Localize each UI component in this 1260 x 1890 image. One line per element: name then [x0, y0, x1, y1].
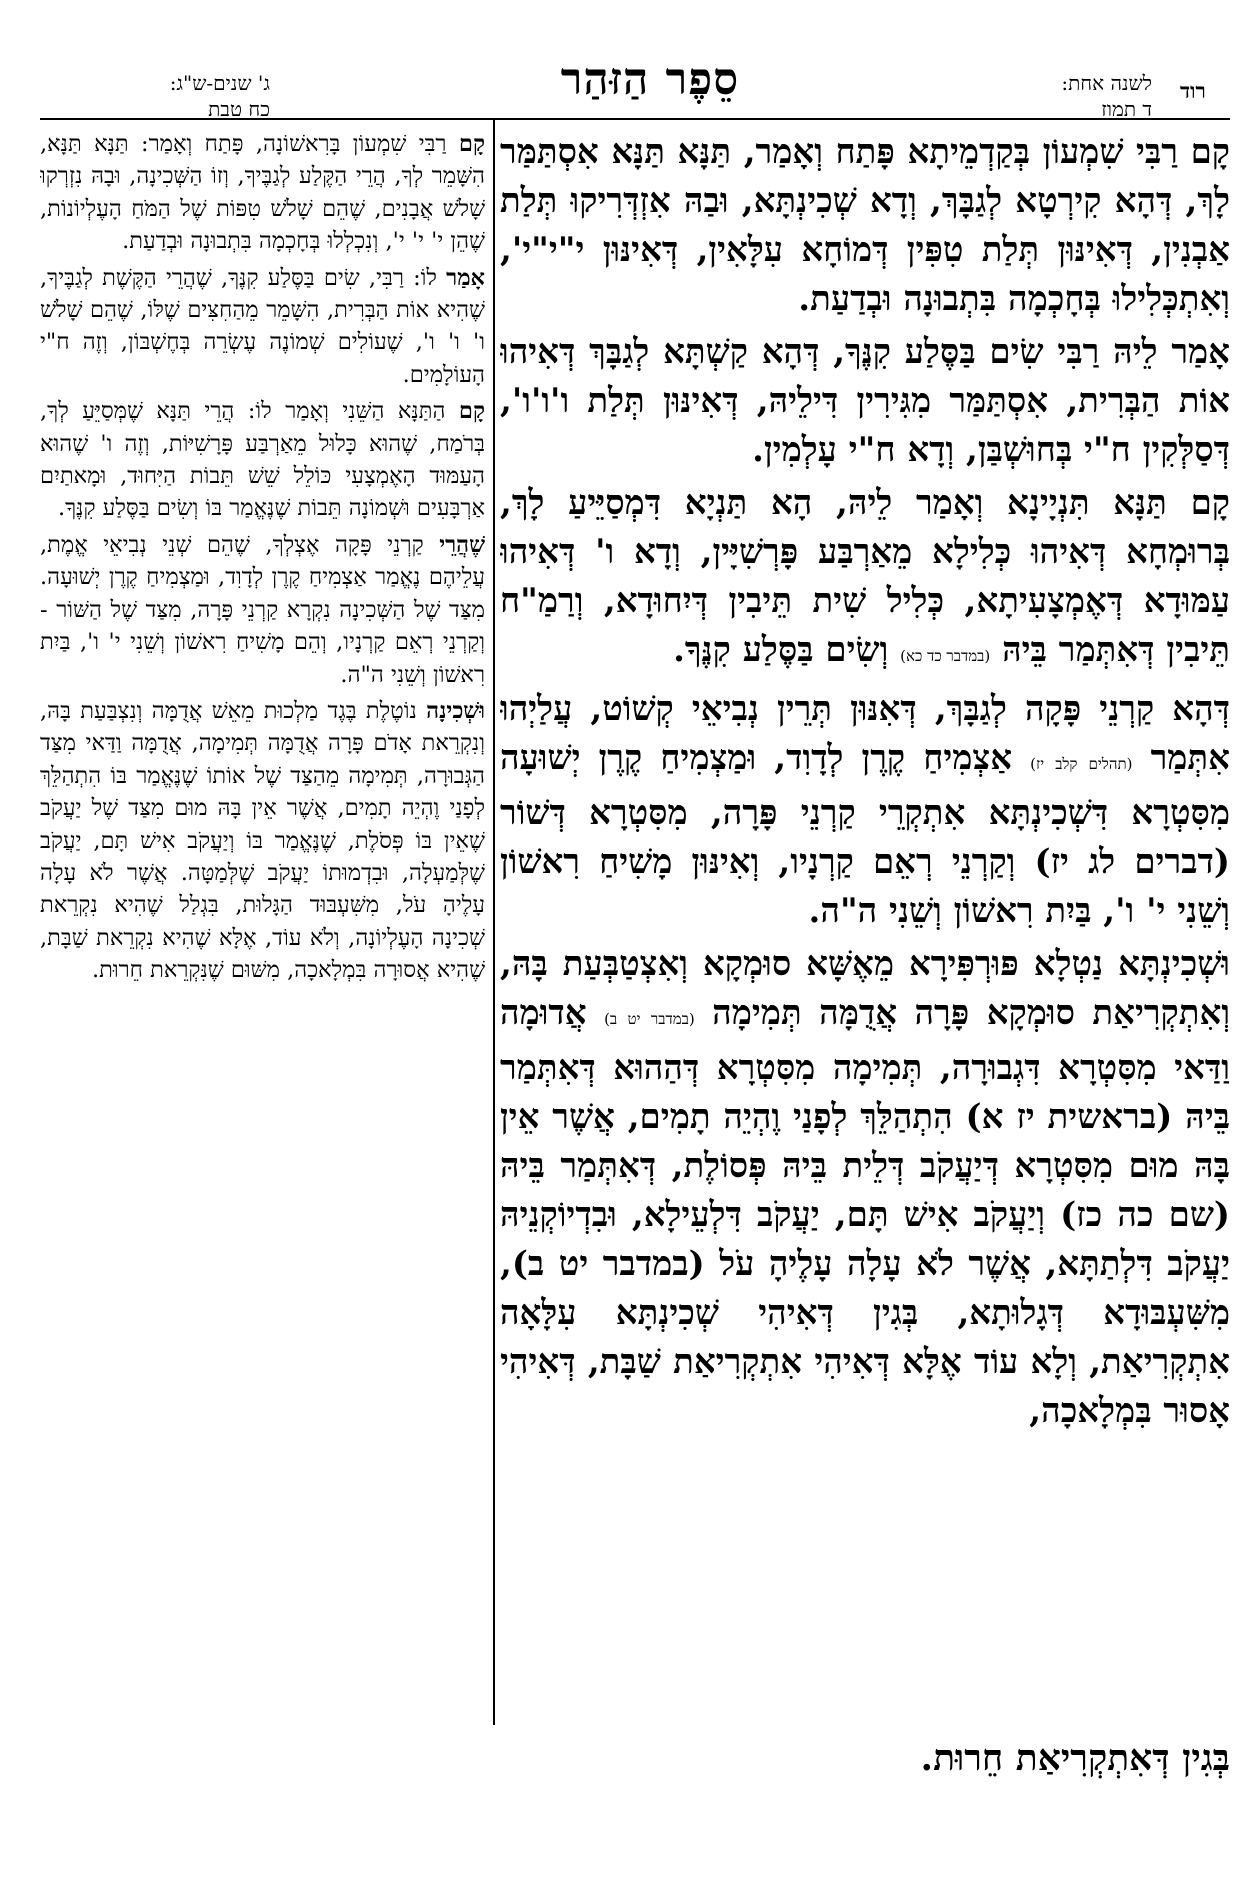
aramaic-paragraph — [500, 479, 1230, 681]
paragraph-lead-word: דְּהָא — [1172, 689, 1230, 729]
translation-paragraph — [40, 395, 485, 525]
paragraph-text: רַבִּי שִׁמְעוֹן בָּרִאשׁוֹנָה, פָּתַח וְאָמַר: תַּנָּא תַּנָּא, הִשָּׁמֵר לְךָ, הֲרֵי הַקֶּלַע לְגַבֶּיךָ, וְזוֹ הַשְּׁכִינָה, וּבָהּ נִזְרְקוּ שָׁלֹשׁ אֲבָנִים, שֶׁהֵם שָׁלֹשׁ טִפּוֹת שֶׁל הַמֹּחַ הָעֶלְיוֹנוֹת, שֶׁהֵן י' י' י', וְנִכְלְלוּ בְּחָכְמָה בִּתְבוּנָה וּבְדַעַת. — [40, 131, 485, 255]
paragraph-text: לֵיהּ רַבִּי שִׂים בַּסֶּלַע קִנֶּךָ, דְּהָא קַשְׁתָּא לְגַבָּךְ דְּאִיהוּ אוֹת הַבְּרִית, אִסְתַּמַּר מִגִּירִין דִּילֵיהּ, דְּאִינּוּן תְּלַת ו'ו'ו', דְּסַלְּקִין ח"י בְּחוּשְׁבַּן, וְדָא ח"י עָלְמִין. — [500, 332, 1230, 470]
aramaic-column — [500, 128, 1230, 1718]
paragraph-text: רַבִּי שִׁמְעוֹן בְּקַדְמֵיתָא פָּתַח וְאָמַר, תַּנָּא תַּנָּא אִסְתַּמַּר לָךְ, דְּהָא קִירְטָא לְגַבָּךְ, וְדָא שְׁכִינְתָּא, וּבַהּ אִזְדְּרִיקוּ תְּלַת אַבְנִין, דְּאִינּוּן תְּלַת טִפִּין דְּמוֹחָא עִלָּאִין, דְּאִינּוּן י"י"י', וְאִתְכְּלִילוּ בְּחָכְמָה בִּתְבוּנָה וּבְדַעַת. — [500, 132, 1230, 319]
paragraph-text: נוֹטֶלֶת בֶּגֶד מַלְכוּת מֵאֵשׁ אֲדֻמָּה וְנִצְבַּעַת בָּהּ, וְנִקְרֵאת אָדֹם פָּרָה אֲדֻמָּה תְּמִימָה, אֲדֻמָּה וַדַּאי מִצַּד הַגְּבוּרָה, תְּמִימָה מֵהַצַּד שֶׁל אוֹתוֹ שֶׁנֶּאֱמַר בּוֹ הִתְהַלֵּךְ לְפָנַי וֶהְיֵה תָמִים, אֲשֶׁר אֵין בָּהּ מוּם מִצַּד שֶׁל יַעֲקֹב שֶׁאֵין בּוֹ פְּסֹלֶת, שֶׁנֶּאֱמַר בּוֹ וְיַעֲקֹב אִישׁ תָּם, יַעֲקֹב שֶׁלְּמַעְלָה, וּבִדְמוּתוֹ יַעֲקֹב שֶׁלְּמַטָּה. אֲשֶׁר לֹא עָלָה עָלֶיהָ עֹל, מִשִּׁעְבּוּד הַגָּלוּת, בִּגְלַל שֶׁהִיא נִקְרֵאת שְׁכִינָה הָעֶלְיוֹנָה, וְלֹא עוֹד, אֶלָּא שֶׁהִיא נִקְרֵאת שַׁבָּת, שֶׁהִיא אֲסוּרָה בִּמְלָאכָה, מִשּׁוּם שֶׁנִּקְרֵאת חֵרוּת. — [40, 697, 485, 984]
translation-paragraph — [40, 128, 485, 258]
aramaic-paragraph — [500, 685, 1230, 936]
paragraph-lead-word: קָם — [458, 398, 485, 425]
paragraph-text: הַתַּנָּא הַשֵּׁנִי וְאָמַר לוֹ: הֲרֵי תַּנָּא שֶׁמְּסַיֵּעַ לְךָ, בְּרֹמַח, שֶׁהוּא כָּלוּל מֵאַרְבַּע פָּרָשִׁיּוֹת, וְזֶה ו' שֶׁהוּא הָעַמּוּד הָאֶמְצָעִי כּוֹלֵל שֵׁשׁ תֵּבוֹת הַיִּחוּד, וּמָאתַיִם אַרְבָּעִים וּשְׁמוֹנָה תֵּבוֹת שֶׁנֶּאֱמַר בּוֹ וְשִׂים בַּסֶּלַע קִנֶּךָ. — [40, 398, 485, 522]
three-year-schedule — [100, 70, 270, 122]
cycle-label: ג' שנים-ש"ג: — [169, 71, 270, 95]
translation-paragraph — [40, 529, 485, 691]
page-footer — [40, 1728, 1230, 1798]
paragraph-text: לוֹ: רַבִּי, שִׂים בַּסֶּלַע קִנֶּךָ, שֶׁהֲרֵי הַקֶּשֶׁת לְגַבֶּיךָ, שֶׁהִיא אוֹת הַבְּרִית, הִשָּׁמֵר מֵהַחִצִּים שֶׁלּוֹ, שֶׁהֵם שָׁלֹשׁ ו' ו' ו', שֶׁעוֹלִים שְׁמוֹנֶה עֶשְׂרֵה בְּחֶשְׁבּוֹן, וְזֶה ח"י הָעוֹלָמִים. — [40, 264, 485, 388]
continuation-line: בְּגִין דְּאִתְקְרִיאַת חֵרוּת. — [920, 1737, 1230, 1779]
paragraph-lead-word: שֶׁהֲרֵי — [439, 531, 485, 558]
paragraph-text: נַטְלָא פּוּרְפִּירָא מֵאֶשָּׁא סוּמְקָא וְאִצְטַבְּעַת בָּהּ, וְאִתְקְרִיאַת סוּמְקָא פָּרָה אֲדֻמָּה תְּמִימָה — [500, 944, 1230, 1033]
header-rule — [40, 118, 1230, 120]
aramaic-paragraph — [500, 940, 1230, 1436]
column-divider — [493, 118, 495, 1725]
source-reference: (תהלים קלב יז) — [1030, 755, 1133, 773]
paragraph-tail: אַצְמִיחַ קֶרֶן לְדָוִד, וּמַצְמִיחַ קֶרֶן יְשׁוּעָה מִסִּטְרָא דִּשְׁכִינְתָּא אִתְקְרֵי קַרְנֵי פָּרָה, מִסִּטְרָא דְּשׁוֹר (דברים לג יז) וְקַרְנֵי רְאֵם קַרְנָיו, וְאִינּוּן מָשִׁיחַ רִאשׁוֹן וְשֵׁנִי י' ו', בַּיִת רִאשׁוֹן וְשֵׁנִי ה"ה. — [500, 738, 1230, 931]
paragraph-lead-word: וּשְׁכִינְתָּא — [1118, 944, 1230, 984]
page-number: רוד — [1180, 78, 1206, 103]
cycle-date: כח טבת — [208, 97, 270, 121]
paragraph-lead-word: קָם — [1190, 483, 1230, 523]
paragraph-lead-word: אָמַר — [446, 264, 485, 291]
yearly-date: ד תמוז — [1101, 97, 1152, 121]
yearly-schedule — [1032, 70, 1152, 122]
aramaic-paragraph — [500, 128, 1230, 324]
paragraph-lead-word: קָם — [458, 131, 485, 157]
page-header — [0, 0, 1260, 121]
paragraph-text: תַּנָּא תִּנְיָינָא וְאָמַר לֵיהּ, הָא תַּנְיָא דִּמְסַיֵּיעַ לָךְ, בְּרוּמְחָא דְּאִיהוּ כְּלִילָא מֵאַרְבַּע פָּרְשִׁיָּין, וְדָא ו' דְּאִיהוּ עַמּוּדָא דְּאֶמְצָעִיתָא, כְּלִיל שִׁית תֵּיבִין דְּיִחוּדָא, וְרַמַ"ח תֵּיבִין דְּאִתְּמַר בֵּיהּ — [500, 483, 1230, 670]
paragraph-tail: וְשִׂים בַּסֶּלַע קִנֶּךָ. — [673, 630, 889, 670]
paragraph-text: קַרְנֵי פָּקָה לְגַבָּךְ, דְּאִנּוּן תְּרֵין נְבִיאֵי קְשׁוֹט, עֲלַיְהוּ אִתְּמַר — [500, 689, 1230, 778]
hebrew-translation-column — [40, 128, 485, 1718]
paragraph-text: קַרְנֵי פָּקָה אֶצְלְךָ, שֶׁהֵם שְׁנֵי נְבִיאֵי אֱמֶת, עֲלֵיהֶם נֶאֱמַר אַצְמִיחַ קֶרֶן לְדָוִד, וּמַצְמִיחַ קֶרֶן יְשׁוּעָה. מִצַּד שֶׁל הַשְּׁכִינָה נִקְרָא קַרְנֵי פָּרָה, מִצַּד שֶׁל הַשּׁוֹר - וְקַרְנֵי רְאֵם קַרְנָיו, וְהֵם מָשִׁיחַ רִאשׁוֹן וְשֵׁנִי י' ו', בַּיִת רִאשׁוֹן וְשֵׁנִי ה"ה. — [40, 531, 485, 688]
paragraph-lead-word: קָם — [1190, 132, 1230, 172]
paragraph-lead-word: אָמַר — [1171, 332, 1230, 372]
paragraph-tail: אֲדוּמָה וַדַּאי מִסִּטְרָא דִּגְבוּרָה, תְּמִימָה מִסִּטְרָא דְּהַהוּא דְּאִתְּמַר בֵּיהּ (בראשית יז א) הִתְהַלֵּךְ לְפָנַי וֶהְיֵה תָמִים, אֲשֶׁר אֵין בָּהּ מוּם מִסִּטְרָא דְּיַעֲקֹב דְּלֵית בֵּיהּ פְּסוֹלֶת, דְּאִתְּמַר בֵּיהּ (שם כה כז) וְיַעֲקֹב אִישׁ תָּם, יַעֲקֹב דִּלְעֵילָא, וּבִדְיוֹקְנֵיהּ יַעֲקֹב דִּלְתַתָּא, אֲשֶׁר לֹא עָלָה עָלֶיהָ עֹל (במדבר יט ב), מִשִּׁעְבּוּדָא דְּגָלוּתָא, בְּגִין דְּאִיהִי שְׁכִינְתָּא עִלָּאָה אִתְקְרִיאַת, וְלָא עוֹד אֶלָּא דְּאִיהִי אִתְקְרִיאַת שַׁבָּת, דְּאִיהִי אָסוּר בִּמְלָאכָה, — [500, 993, 1230, 1431]
aramaic-paragraph — [500, 328, 1230, 475]
yearly-label: לשנה אחת: — [1061, 71, 1152, 95]
translation-paragraph — [40, 695, 485, 987]
source-reference: (במדבר יט ב) — [604, 1010, 695, 1028]
book-title: סֵפֶר הַזּהַר — [560, 54, 740, 105]
paragraph-lead-word: וּשְׁכִינָה — [426, 697, 485, 724]
source-reference: (במדבר כד כא) — [900, 647, 991, 665]
translation-paragraph — [40, 262, 485, 392]
